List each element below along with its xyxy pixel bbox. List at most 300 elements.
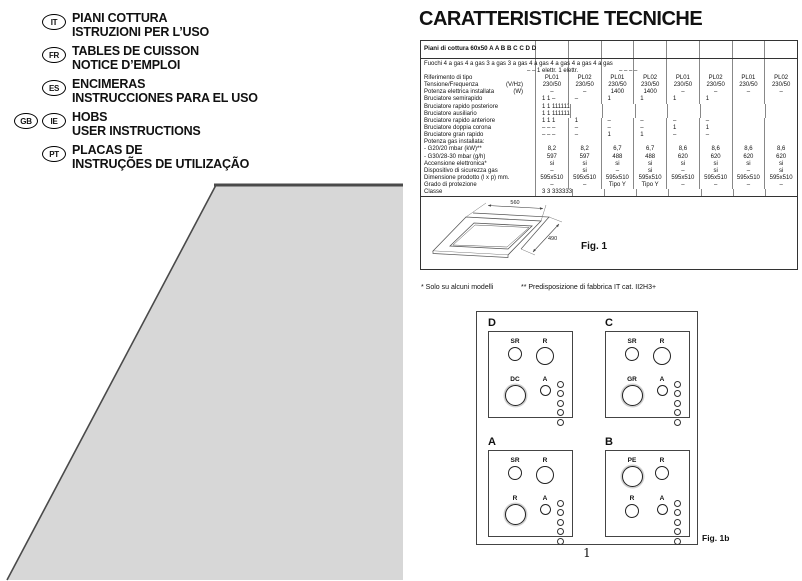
table-value: [732, 118, 765, 125]
burner-label: A: [542, 376, 548, 383]
language-title-line: TABLES DE CUISSON: [72, 44, 199, 58]
row-label: Bruciatore semirapido: [424, 96, 483, 103]
control-dot-icon: [557, 409, 564, 416]
control-dot-icon: [674, 500, 681, 507]
control-dot-icon: [674, 400, 681, 407]
table-header-label: Piani di cottura 60x50 A A B B C C D D: [424, 45, 537, 52]
table-value: –: [633, 118, 666, 125]
table-value: 1: [666, 125, 699, 132]
burner-circle-icon: [657, 504, 668, 515]
table-value: –: [568, 125, 601, 132]
row-label: Bruciatore doppia corona: [424, 125, 492, 132]
hob-panel-a: [488, 436, 574, 537]
table-value: 230/50: [666, 82, 699, 89]
row-label: Potenza elettrica installata (W): [424, 89, 523, 96]
burner-r: [645, 338, 679, 365]
table-row: [421, 89, 797, 96]
table-value: –: [535, 168, 568, 175]
row-label: Riferimento di tipo: [424, 75, 473, 82]
table-value: –: [535, 182, 568, 189]
burners-row-line2a: – – 1 elettr. 1 elettr.: [527, 67, 579, 74]
burner-pe: [615, 457, 649, 487]
table-value: –: [699, 118, 732, 125]
burner-r: [528, 457, 562, 484]
table-value: [666, 139, 699, 146]
corner-triangle-graphic: [0, 183, 405, 581]
row-label: Tensione/Frequenza (V/Hz): [424, 82, 523, 89]
table-value: 620: [764, 154, 797, 161]
burner-r: [615, 495, 649, 518]
row-label: Grado di protezione: [424, 182, 477, 189]
row-label: Potenza gas installata:: [424, 139, 485, 146]
hob-panel-c: [605, 317, 691, 418]
table-value: 595x510: [732, 175, 765, 182]
table-value: 1: [666, 96, 699, 103]
table-row: [421, 175, 797, 182]
table-value: [636, 189, 668, 196]
burner-label: R: [659, 338, 665, 345]
table-value: –: [699, 132, 732, 139]
language-entry: [20, 111, 400, 138]
burner-circle-icon: [540, 504, 551, 515]
table-value: [701, 189, 733, 196]
control-dots: [674, 381, 681, 426]
burners-row-line1: Fuochi 4 a gas 4 a gas 3 a gas 3 a gas 4 a gas 4 a gas 4 a gas 4 a gas: [424, 61, 613, 67]
table-value: [765, 189, 797, 196]
table-value: 8,6: [666, 146, 699, 153]
table-value: si: [568, 168, 601, 175]
table-value: PL01: [535, 75, 568, 82]
table-row: [421, 168, 797, 175]
technical-table: [420, 40, 798, 270]
table-value: PL02: [764, 75, 797, 82]
burner-label: SR: [627, 338, 637, 345]
table-row: [421, 111, 797, 118]
burner-circle-icon: [622, 466, 643, 487]
language-titles: [72, 45, 199, 72]
fig1-caption: Fig. 1: [581, 241, 608, 253]
control-dot-icon: [557, 528, 564, 535]
table-row: [421, 82, 797, 89]
table-value: –: [699, 182, 732, 189]
table-row: [421, 146, 797, 153]
language-title-line: INSTRUÇÕES DE UTILIZAÇÃO: [72, 156, 250, 171]
table-value: 595x510: [568, 175, 601, 182]
table-value: si: [535, 161, 568, 168]
table-value: 8,6: [699, 146, 732, 153]
panel-box: [488, 450, 573, 537]
table-value: 1: [601, 132, 634, 139]
language-entry: [20, 45, 400, 72]
table-value: [601, 139, 634, 146]
burner-gr: [615, 376, 649, 406]
table-value: –: [732, 182, 765, 189]
burner-sr: [498, 338, 532, 361]
table-value: 230/50: [764, 82, 797, 89]
table-value: [568, 139, 601, 146]
table-value: –: [764, 182, 797, 189]
panel-box: [488, 331, 573, 418]
burner-label: DC: [510, 376, 520, 383]
burner-sr: [615, 338, 649, 361]
table-value: 8,6: [764, 146, 797, 153]
table-value: –: [666, 132, 699, 139]
table-value: 8,6: [732, 146, 765, 153]
table-value: si: [732, 161, 765, 168]
row-label: Dimensione prodotto (l x p) mm.: [424, 175, 510, 182]
table-value: 1: [633, 96, 666, 103]
row-label: Bruciatore gran rapido: [424, 132, 484, 139]
language-badges: [20, 146, 72, 162]
table-row: [421, 104, 797, 111]
table-value: [732, 96, 765, 103]
table-value: –: [568, 96, 601, 103]
table-value: 595x510: [764, 175, 797, 182]
row-label: Bruciatore ausiliario: [424, 110, 477, 117]
fig1-dim-490: 490: [548, 236, 558, 243]
language-badges: [20, 80, 72, 96]
table-value: [668, 189, 700, 196]
table-value: 620: [732, 154, 765, 161]
table-body: [421, 75, 797, 196]
table-value: –: [568, 182, 601, 189]
table-value: si: [764, 168, 797, 175]
table-value: [535, 139, 568, 146]
table-value: 6,7: [601, 146, 634, 153]
control-dot-icon: [674, 528, 681, 535]
burner-r: [498, 495, 532, 525]
burner-label: PE: [627, 457, 637, 464]
table-value: [667, 111, 699, 118]
language-title-line: ENCIMERAS: [72, 77, 146, 91]
lang-badge-es-icon: ES: [42, 80, 66, 96]
table-value: [732, 125, 765, 132]
control-dot-icon: [674, 409, 681, 416]
burner-label: GR: [627, 376, 637, 383]
table-value: 595x510: [535, 175, 568, 182]
language-titles: [72, 12, 209, 39]
control-dot-icon: [674, 509, 681, 516]
table-value: Tipo Y: [633, 182, 666, 189]
fig1-dim-560: 560: [510, 200, 520, 207]
panel-box: [605, 331, 690, 418]
burner-dc: [498, 376, 532, 406]
burner-circle-icon: [657, 385, 668, 396]
table-value: [765, 104, 797, 111]
table-value: [764, 132, 797, 139]
hob-panel-d: [488, 317, 574, 418]
burner-circle-icon: [508, 466, 522, 480]
table-value: 488: [601, 154, 634, 161]
table-value: [602, 104, 634, 111]
table-value: 597: [568, 154, 601, 161]
lang-badge-pt-icon: PT: [42, 146, 66, 162]
table-value: PL02: [699, 75, 732, 82]
table-value: PL02: [633, 75, 666, 82]
table-value: 1400: [633, 89, 666, 96]
table-value: 3 3 333333: [535, 189, 572, 196]
table-value: 1: [699, 125, 732, 132]
control-dot-icon: [674, 519, 681, 526]
burner-circle-icon: [505, 504, 526, 525]
table-value: [633, 139, 666, 146]
table-value: 595x510: [633, 175, 666, 182]
table-value: 8,2: [568, 146, 601, 153]
language-entry: [20, 12, 400, 39]
control-dot-icon: [557, 400, 564, 407]
language-badges: [20, 47, 72, 63]
control-dot-icon: [557, 390, 564, 397]
table-row: [421, 154, 797, 161]
burner-circle-icon: [536, 466, 554, 484]
control-dot-icon: [557, 419, 564, 426]
table-value: 1 1 111111: [535, 111, 570, 118]
panel-letter: A: [488, 436, 496, 448]
burner-sr: [498, 457, 532, 480]
lang-badge-it-icon: IT: [42, 14, 66, 30]
language-titles: [72, 78, 258, 105]
control-dots: [674, 500, 681, 545]
table-value: [700, 111, 732, 118]
panel-letter: D: [488, 317, 496, 329]
table-value: PL01: [601, 75, 634, 82]
table-value: –: [666, 118, 699, 125]
table-value: –: [601, 118, 634, 125]
control-dot-icon: [557, 500, 564, 507]
panel-box: [605, 450, 690, 537]
table-value: –: [633, 125, 666, 132]
burner-label: SR: [510, 338, 520, 345]
table-row: [421, 139, 797, 146]
control-dot-icon: [557, 509, 564, 516]
fig1b-caption: Fig. 1b: [702, 533, 730, 543]
table-value: –: [764, 89, 797, 96]
table-value: 230/50: [699, 82, 732, 89]
table-value: –: [666, 89, 699, 96]
table-value: PL02: [568, 75, 601, 82]
burner-label: A: [659, 495, 665, 502]
table-value: [764, 139, 797, 146]
table-value: 620: [666, 154, 699, 161]
hob-panel-b: [605, 436, 691, 537]
language-title-line: ISTRUZIONI PER L’USO: [72, 24, 209, 39]
burner-circle-icon: [540, 385, 551, 396]
page-number: 1: [583, 546, 591, 560]
table-value: 488: [633, 154, 666, 161]
burner-circle-icon: [622, 385, 643, 406]
table-row: [421, 118, 797, 125]
burner-circle-icon: [655, 466, 669, 480]
control-dots: [557, 500, 564, 545]
burner-label: R: [542, 457, 548, 464]
language-entry: [20, 78, 400, 105]
footnote-asterisk: * Solo su alcuni modelli: [421, 284, 494, 291]
row-label: Bruciatore rapido posteriore: [424, 103, 499, 110]
control-dot-icon: [674, 538, 681, 545]
row-label: - G30/28-30 mbar (g/h): [424, 153, 486, 160]
lang-badge-ie-icon: IE: [42, 113, 66, 129]
burner-label: R: [629, 495, 635, 502]
burners-row-line2b: – – – –: [619, 67, 638, 74]
table-row: [421, 132, 797, 139]
table-value: [732, 132, 765, 139]
table-value: –: [601, 125, 634, 132]
table-value: –: [732, 89, 765, 96]
language-badges: [20, 113, 72, 129]
table-value: [765, 111, 797, 118]
table-value: si: [601, 161, 634, 168]
table-row: [421, 96, 797, 103]
table-value: si: [764, 161, 797, 168]
burner-circle-icon: [653, 347, 671, 365]
language-titles: [72, 144, 249, 171]
table-value: 620: [699, 154, 732, 161]
table-value: si: [633, 168, 666, 175]
table-row: [421, 189, 797, 196]
burner-circle-icon: [536, 347, 554, 365]
table-value: Tipo Y: [601, 182, 634, 189]
table-value: 1400: [601, 89, 634, 96]
table-value: si: [699, 161, 732, 168]
table-value: –: [666, 182, 699, 189]
table-value: si: [666, 161, 699, 168]
table-value: 595x510: [666, 175, 699, 182]
control-dot-icon: [557, 538, 564, 545]
control-dot-icon: [674, 381, 681, 388]
table-value: –: [601, 168, 634, 175]
table-row: [421, 161, 797, 168]
table-value: si: [699, 168, 732, 175]
page-title: CARATTERISTICHE TECNICHE: [419, 8, 703, 30]
language-title-line: NOTICE D’EMPLOI: [72, 57, 181, 72]
fig1b-panel-grid: [476, 311, 698, 545]
table-value: [764, 118, 797, 125]
table-value: –: [699, 89, 732, 96]
lang-badge-fr-icon: FR: [42, 47, 66, 63]
table-value: 6,7: [633, 146, 666, 153]
language-title-line: PLACAS DE: [72, 143, 143, 157]
panel-letter: B: [605, 436, 613, 448]
table-value: –: [666, 168, 699, 175]
table-value: 230/50: [601, 82, 634, 89]
table-value: 1 1 1: [535, 118, 568, 125]
language-badges: [20, 14, 72, 30]
language-entry: [20, 144, 400, 171]
language-title-line: USER INSTRUCTIONS: [72, 123, 201, 138]
table-value: [700, 104, 732, 111]
control-dot-icon: [557, 381, 564, 388]
control-dot-icon: [674, 390, 681, 397]
table-value: 1 1 111111: [535, 104, 570, 111]
table-value: [732, 104, 764, 111]
row-label: - G20/20 mbar (kW)**: [424, 146, 482, 153]
control-dot-icon: [557, 519, 564, 526]
table-value: 597: [535, 154, 568, 161]
burner-label: R: [659, 457, 665, 464]
burner-r: [528, 338, 562, 365]
table-value: – – –: [535, 125, 568, 132]
table-value: [667, 104, 699, 111]
table-value: 230/50: [633, 82, 666, 89]
table-value: –: [568, 132, 601, 139]
language-title-line: INSTRUCCIONES PARA EL USO: [72, 90, 258, 105]
control-dot-icon: [674, 419, 681, 426]
row-label: Accensione elettronica*: [424, 160, 487, 167]
table-value: – – –: [535, 132, 568, 139]
row-label: Dispositivo di sicurezza gas: [424, 167, 498, 174]
burner-label: A: [542, 495, 548, 502]
burners-row: [421, 59, 797, 75]
language-titles: [72, 111, 201, 138]
burner-circle-icon: [508, 347, 522, 361]
fig1-cell: [421, 196, 797, 269]
language-title-line: PIANI COTTURA: [72, 11, 168, 25]
table-value: [635, 104, 667, 111]
table-value: [733, 189, 765, 196]
panel-letter: C: [605, 317, 613, 329]
table-value: PL01: [732, 75, 765, 82]
table-value: [570, 111, 602, 118]
table-value: –: [568, 89, 601, 96]
table-value: 230/50: [535, 82, 568, 89]
burner-label: R: [542, 338, 548, 345]
table-value: [699, 139, 732, 146]
table-value: [635, 111, 667, 118]
burner-circle-icon: [625, 347, 639, 361]
table-value: 1 1 –: [535, 96, 568, 103]
table-value: 1: [601, 96, 634, 103]
language-title-line: HOBS: [72, 110, 108, 124]
table-value: [764, 125, 797, 132]
burner-circle-icon: [505, 385, 526, 406]
table-value: 230/50: [732, 82, 765, 89]
burner-label: R: [512, 495, 518, 502]
table-value: [764, 96, 797, 103]
table-row: [421, 75, 797, 82]
table-value: 1: [568, 118, 601, 125]
table-value: 595x510: [601, 175, 634, 182]
table-value: [604, 189, 636, 196]
table-value: PL01: [666, 75, 699, 82]
table-value: –: [732, 168, 765, 175]
table-value: [570, 104, 602, 111]
table-value: 595x510: [699, 175, 732, 182]
burner-label: SR: [510, 457, 520, 464]
table-row: [421, 125, 797, 132]
row-label: Classe: [424, 189, 443, 196]
burner-r: [645, 457, 679, 480]
burner-label: A: [659, 376, 665, 383]
table-value: si: [633, 161, 666, 168]
lang-badge-gb-icon: GB: [14, 113, 38, 129]
language-title-list: [20, 12, 400, 177]
table-value: 1: [633, 132, 666, 139]
table-value: 1: [699, 96, 732, 103]
table-value: [732, 111, 764, 118]
table-value: si: [568, 161, 601, 168]
burner-circle-icon: [625, 504, 639, 518]
control-dots: [557, 381, 564, 426]
table-value: 230/50: [568, 82, 601, 89]
footnote-double-asterisk: ** Predisposizione di fabbrica IT cat. II2H3+: [521, 284, 657, 291]
table-value: [572, 189, 604, 196]
table-value: [602, 111, 634, 118]
table-value: 8,2: [535, 146, 568, 153]
table-value: –: [535, 89, 568, 96]
table-header-row: [421, 41, 797, 59]
table-row: [421, 182, 797, 189]
hob-cutout-drawing: [429, 199, 581, 267]
